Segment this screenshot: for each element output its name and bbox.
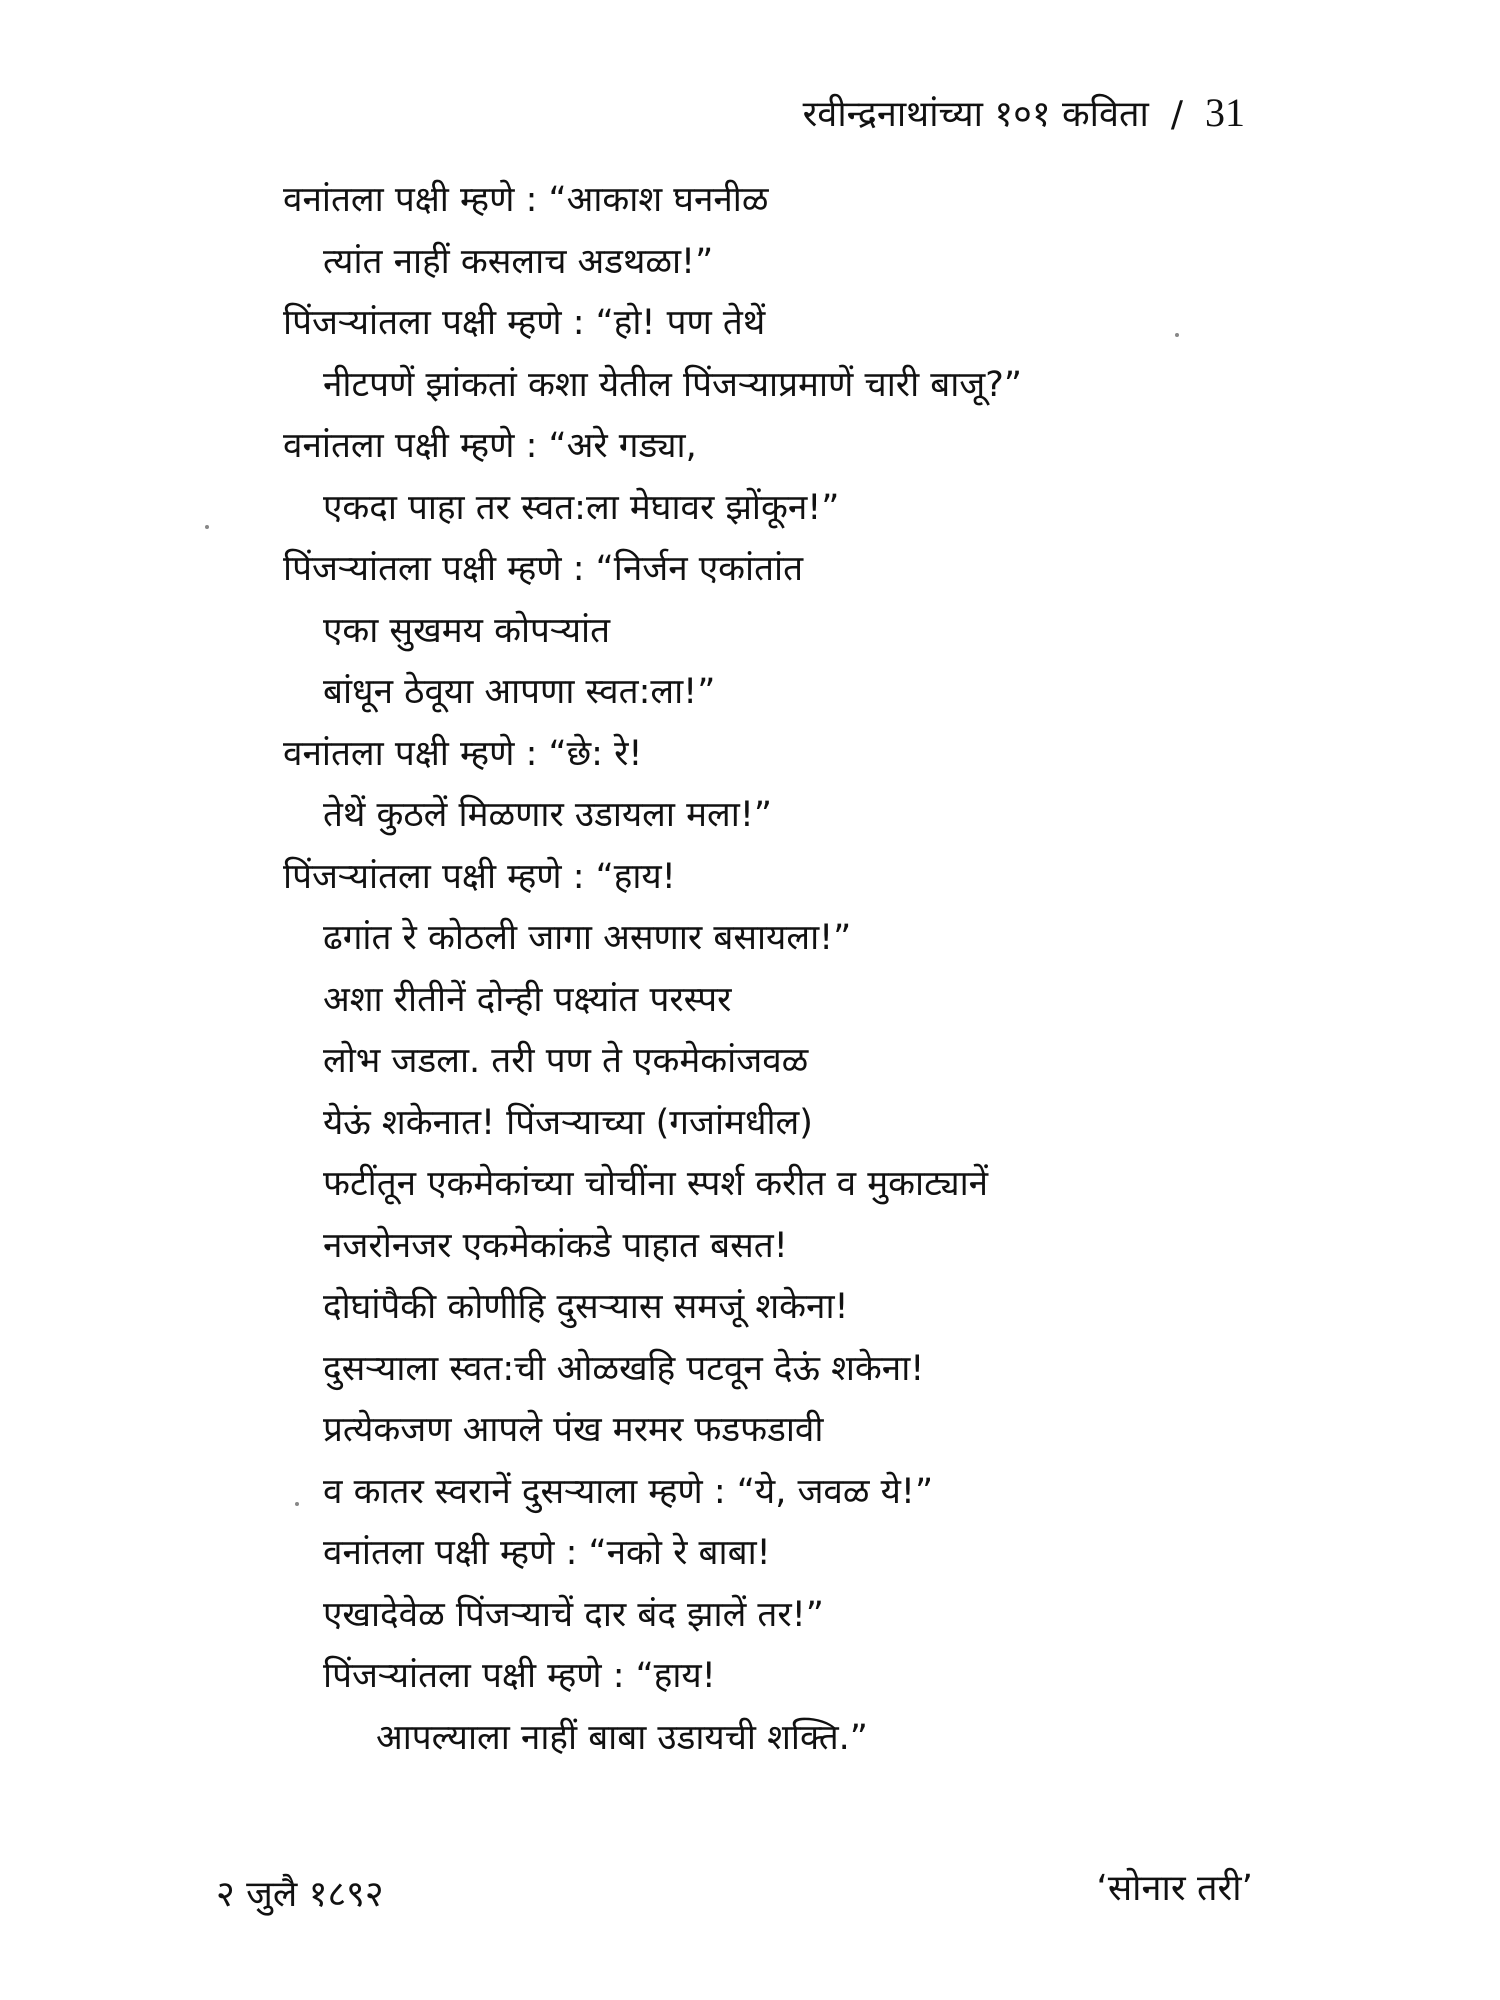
poem-line: येऊं शकेनात! पिंजऱ्याच्या (गजांमधील) xyxy=(323,1102,813,1143)
poem-line: वनांतला पक्षी म्हणे : “आकाश घननीळ xyxy=(283,180,769,220)
poem-line: तेथें कुठलें मिळणार उडायला मला!” xyxy=(323,795,772,835)
poem-line: पिंजऱ्यांतला पक्षी म्हणे : “हाय! xyxy=(323,1656,716,1696)
page-number: 31 xyxy=(1205,90,1245,135)
poem-line: एका सुखमय कोपऱ्यांत xyxy=(323,610,611,651)
poem-line: वनांतला पक्षी म्हणे : “अरे गड्या, xyxy=(283,426,697,466)
poem-line: अशा रीतीनें दोन्ही पक्ष्यांत परस्पर xyxy=(323,979,732,1020)
poem-line: पिंजऱ्यांतला पक्षी म्हणे : “हाय! xyxy=(283,856,676,897)
poem-line: पिंजऱ्यांतला पक्षी म्हणे : “निर्जन एकांतांत xyxy=(283,549,804,589)
poem-line: आपल्याला नाहीं बाबा उडायची शक्ति.” xyxy=(376,1717,868,1758)
scan-speck xyxy=(295,1502,299,1506)
running-header xyxy=(803,88,1245,137)
poem-line: प्रत्येकजण आपले पंख मरमर फडफडावी xyxy=(323,1410,824,1450)
poem-line: एकदा पाहा तर स्वत:ला मेघावर झोंकून!” xyxy=(323,487,840,528)
poem-line: फटींतून एकमेकांच्या चोचींना स्पर्श करीत व मुकाट्यानें xyxy=(323,1164,989,1204)
poem-line: बांधून ठेवूया आपणा स्वत:ला!” xyxy=(323,672,716,712)
poem-line: दुसऱ्याला स्वत:ची ओळखहि पटवून देऊं शकेना! xyxy=(323,1348,925,1389)
poem-line: नजरोनजर एकमेकांकडे पाहात बसत! xyxy=(323,1225,788,1266)
book-title: रवीन्द्रनाथांच्या १०१ कविता xyxy=(802,94,1149,135)
poem-line: व कातर स्वरानें दुसऱ्याला म्हणे : “ये, जवळ ये!” xyxy=(323,1471,934,1512)
poem-line: वनांतला पक्षी म्हणे : “छे: रे! xyxy=(283,733,643,774)
poem-line: वनांतला पक्षी म्हणे : “नको रे बाबा! xyxy=(323,1533,771,1573)
scan-speck xyxy=(1175,333,1179,337)
poem-date: २ जुलै १८९२ xyxy=(216,1874,384,1915)
poem-line: लोभ जडला. तरी पण ते एकमेकांजवळ xyxy=(323,1041,809,1081)
poem-line: नीटपणें झांकतां कशा येतील पिंजऱ्याप्रमाणें चारी बाजू?” xyxy=(323,364,1022,405)
scan-speck xyxy=(205,525,209,529)
poem-line: दोघांपैकी कोणीहि दुसऱ्यास समजूं शकेना! xyxy=(323,1287,849,1327)
poem-body xyxy=(283,170,1283,1769)
header-separator: / xyxy=(1170,94,1183,135)
poem-line: त्यांत नाहीं कसलाच अडथळा!” xyxy=(323,241,714,282)
poem-line: एखादेवेळ पिंजऱ्याचें दार बंद झालें तर!” xyxy=(323,1594,824,1635)
poem-source: ‘सोनार तरी’ xyxy=(1096,1868,1253,1909)
poem-line: पिंजऱ्यांतला पक्षी म्हणे : “हो! पण तेथें xyxy=(283,303,766,343)
poem-line: ढगांत रे कोठली जागा असणार बसायला!” xyxy=(323,918,852,958)
